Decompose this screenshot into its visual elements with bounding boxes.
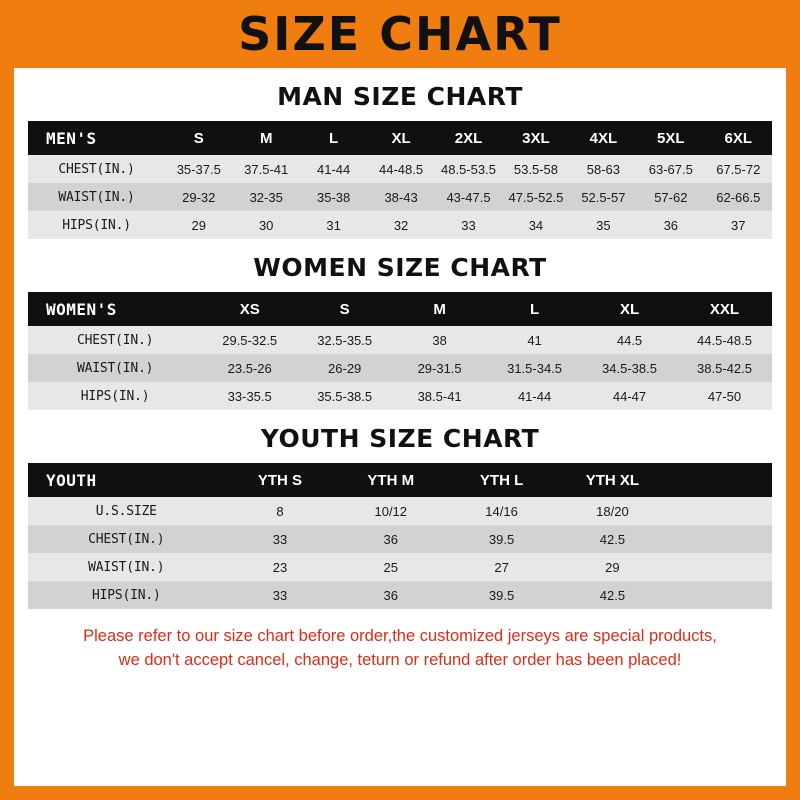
youth-col-0: YTH S <box>225 463 336 497</box>
section-title-women: WOMEN SIZE CHART <box>253 253 547 282</box>
men-r1-c5: 47.5-52.5 <box>502 183 569 211</box>
youth-r0-c3: 18/20 <box>557 497 668 525</box>
women-corner-label: WOMEN'S <box>28 292 202 326</box>
youth-row-0-label: U.S.SIZE <box>28 497 225 525</box>
section-men <box>28 82 772 239</box>
men-r0-c2: 41-44 <box>300 155 367 183</box>
table-header-row <box>28 463 772 497</box>
men-r0-c6: 58-63 <box>570 155 637 183</box>
youth-r1-c0: 33 <box>225 525 336 553</box>
men-col-5: 3XL <box>502 121 569 155</box>
women-row-0-label: CHEST(IN.) <box>28 326 202 354</box>
men-r2-c6: 35 <box>570 211 637 239</box>
men-r2-c1: 30 <box>232 211 299 239</box>
women-col-2: M <box>392 292 487 326</box>
youth-r0-c0: 8 <box>225 497 336 525</box>
section-title-youth: YOUTH SIZE CHART <box>260 424 540 453</box>
section-women <box>28 253 772 410</box>
men-r0-c8: 67.5-72 <box>705 155 772 183</box>
men-r0-c7: 63-67.5 <box>637 155 704 183</box>
table-row <box>28 382 772 410</box>
men-col-6: 4XL <box>570 121 637 155</box>
men-r2-c3: 32 <box>367 211 434 239</box>
women-r2-c3: 41-44 <box>487 382 582 410</box>
men-r0-c0: 35-37.5 <box>165 155 232 183</box>
men-r0-c5: 53.5-58 <box>502 155 569 183</box>
youth-r0-c1: 10/12 <box>335 497 446 525</box>
youth-r3-c2: 39.5 <box>446 581 557 609</box>
section-title-men: MAN SIZE CHART <box>277 82 523 111</box>
men-r0-c4: 48.5-53.5 <box>435 155 502 183</box>
table-row <box>28 211 772 239</box>
women-r2-c0: 33-35.5 <box>202 382 297 410</box>
men-size-table <box>28 121 772 239</box>
women-r1-c1: 26-29 <box>297 354 392 382</box>
men-col-0: S <box>165 121 232 155</box>
women-row-2-label: HIPS(IN.) <box>28 382 202 410</box>
men-r1-c2: 35-38 <box>300 183 367 211</box>
men-r1-c0: 29-32 <box>165 183 232 211</box>
header-band <box>0 0 800 68</box>
women-r2-c5: 47-50 <box>677 382 772 410</box>
men-r2-c5: 34 <box>502 211 569 239</box>
women-r0-c3: 41 <box>487 326 582 354</box>
women-row-1-label: WAIST(IN.) <box>28 354 202 382</box>
youth-r1-c2: 39.5 <box>446 525 557 553</box>
section-youth <box>28 424 772 609</box>
men-col-7: 5XL <box>637 121 704 155</box>
men-r2-c7: 36 <box>637 211 704 239</box>
men-r1-c7: 57-62 <box>637 183 704 211</box>
footer-band <box>14 786 786 800</box>
men-r1-c6: 52.5-57 <box>570 183 637 211</box>
page-title: SIZE CHART <box>238 7 562 61</box>
youth-col-3: YTH XL <box>557 463 668 497</box>
women-col-0: XS <box>202 292 297 326</box>
men-r1-c1: 32-35 <box>232 183 299 211</box>
youth-table-head <box>28 463 772 497</box>
women-size-table <box>28 292 772 410</box>
youth-r3-c3: 42.5 <box>557 581 668 609</box>
women-col-4: XL <box>582 292 677 326</box>
men-table-body <box>28 155 772 239</box>
men-r0-c1: 37.5-41 <box>232 155 299 183</box>
women-r0-c0: 29.5-32.5 <box>202 326 297 354</box>
men-r2-c8: 37 <box>705 211 772 239</box>
youth-r3-spacer <box>668 581 772 609</box>
footer-note-line-1: Please refer to our size chart before order,the customized jerseys are special products, <box>83 627 717 645</box>
table-header-row <box>28 121 772 155</box>
youth-r2-c1: 25 <box>335 553 446 581</box>
men-row-2-label: HIPS(IN.) <box>28 211 165 239</box>
men-r1-c4: 43-47.5 <box>435 183 502 211</box>
youth-r2-c3: 29 <box>557 553 668 581</box>
table-row <box>28 155 772 183</box>
youth-row-2-label: WAIST(IN.) <box>28 553 225 581</box>
men-table-head <box>28 121 772 155</box>
women-r0-c2: 38 <box>392 326 487 354</box>
youth-r0-c2: 14/16 <box>446 497 557 525</box>
youth-col-2: YTH L <box>446 463 557 497</box>
youth-r2-spacer <box>668 553 772 581</box>
women-r1-c3: 31.5-34.5 <box>487 354 582 382</box>
youth-col-spacer <box>668 463 772 497</box>
youth-r2-c0: 23 <box>225 553 336 581</box>
women-r0-c5: 44.5-48.5 <box>677 326 772 354</box>
women-r2-c2: 38.5-41 <box>392 382 487 410</box>
women-col-5: XXL <box>677 292 772 326</box>
youth-corner-label: YOUTH <box>28 463 225 497</box>
men-r0-c3: 44-48.5 <box>367 155 434 183</box>
men-r1-c3: 38-43 <box>367 183 434 211</box>
content-area <box>14 82 786 673</box>
youth-r1-c1: 36 <box>335 525 446 553</box>
youth-r3-c0: 33 <box>225 581 336 609</box>
women-r0-c1: 32.5-35.5 <box>297 326 392 354</box>
youth-row-3-label: HIPS(IN.) <box>28 581 225 609</box>
women-r1-c4: 34.5-38.5 <box>582 354 677 382</box>
women-col-3: L <box>487 292 582 326</box>
youth-size-table <box>28 463 772 609</box>
youth-r2-c2: 27 <box>446 553 557 581</box>
women-r0-c4: 44.5 <box>582 326 677 354</box>
footer-note-line-2: we don't accept cancel, change, teturn or refund after order has been placed! <box>118 650 682 669</box>
women-table-body <box>28 326 772 410</box>
table-row <box>28 581 772 609</box>
women-r2-c4: 44-47 <box>582 382 677 410</box>
men-r2-c2: 31 <box>300 211 367 239</box>
women-r1-c5: 38.5-42.5 <box>677 354 772 382</box>
youth-table-body <box>28 497 772 609</box>
table-row <box>28 354 772 382</box>
men-r2-c0: 29 <box>165 211 232 239</box>
youth-col-1: YTH M <box>335 463 446 497</box>
women-r1-c0: 23.5-26 <box>202 354 297 382</box>
youth-r3-c1: 36 <box>335 581 446 609</box>
table-header-row <box>28 292 772 326</box>
table-row <box>28 183 772 211</box>
men-row-0-label: CHEST(IN.) <box>28 155 165 183</box>
youth-r1-c3: 42.5 <box>557 525 668 553</box>
men-col-4: 2XL <box>435 121 502 155</box>
youth-r0-spacer <box>668 497 772 525</box>
men-r2-c4: 33 <box>435 211 502 239</box>
men-col-1: M <box>232 121 299 155</box>
footer-note <box>28 625 772 673</box>
men-r1-c8: 62-66.5 <box>705 183 772 211</box>
men-col-8: 6XL <box>705 121 772 155</box>
youth-r1-spacer <box>668 525 772 553</box>
men-col-2: L <box>300 121 367 155</box>
table-row <box>28 326 772 354</box>
women-table-head <box>28 292 772 326</box>
table-row <box>28 553 772 581</box>
men-row-1-label: WAIST(IN.) <box>28 183 165 211</box>
women-r1-c2: 29-31.5 <box>392 354 487 382</box>
table-row <box>28 497 772 525</box>
table-row <box>28 525 772 553</box>
women-r2-c1: 35.5-38.5 <box>297 382 392 410</box>
youth-row-1-label: CHEST(IN.) <box>28 525 225 553</box>
men-col-3: XL <box>367 121 434 155</box>
women-col-1: S <box>297 292 392 326</box>
men-corner-label: MEN'S <box>28 121 165 155</box>
